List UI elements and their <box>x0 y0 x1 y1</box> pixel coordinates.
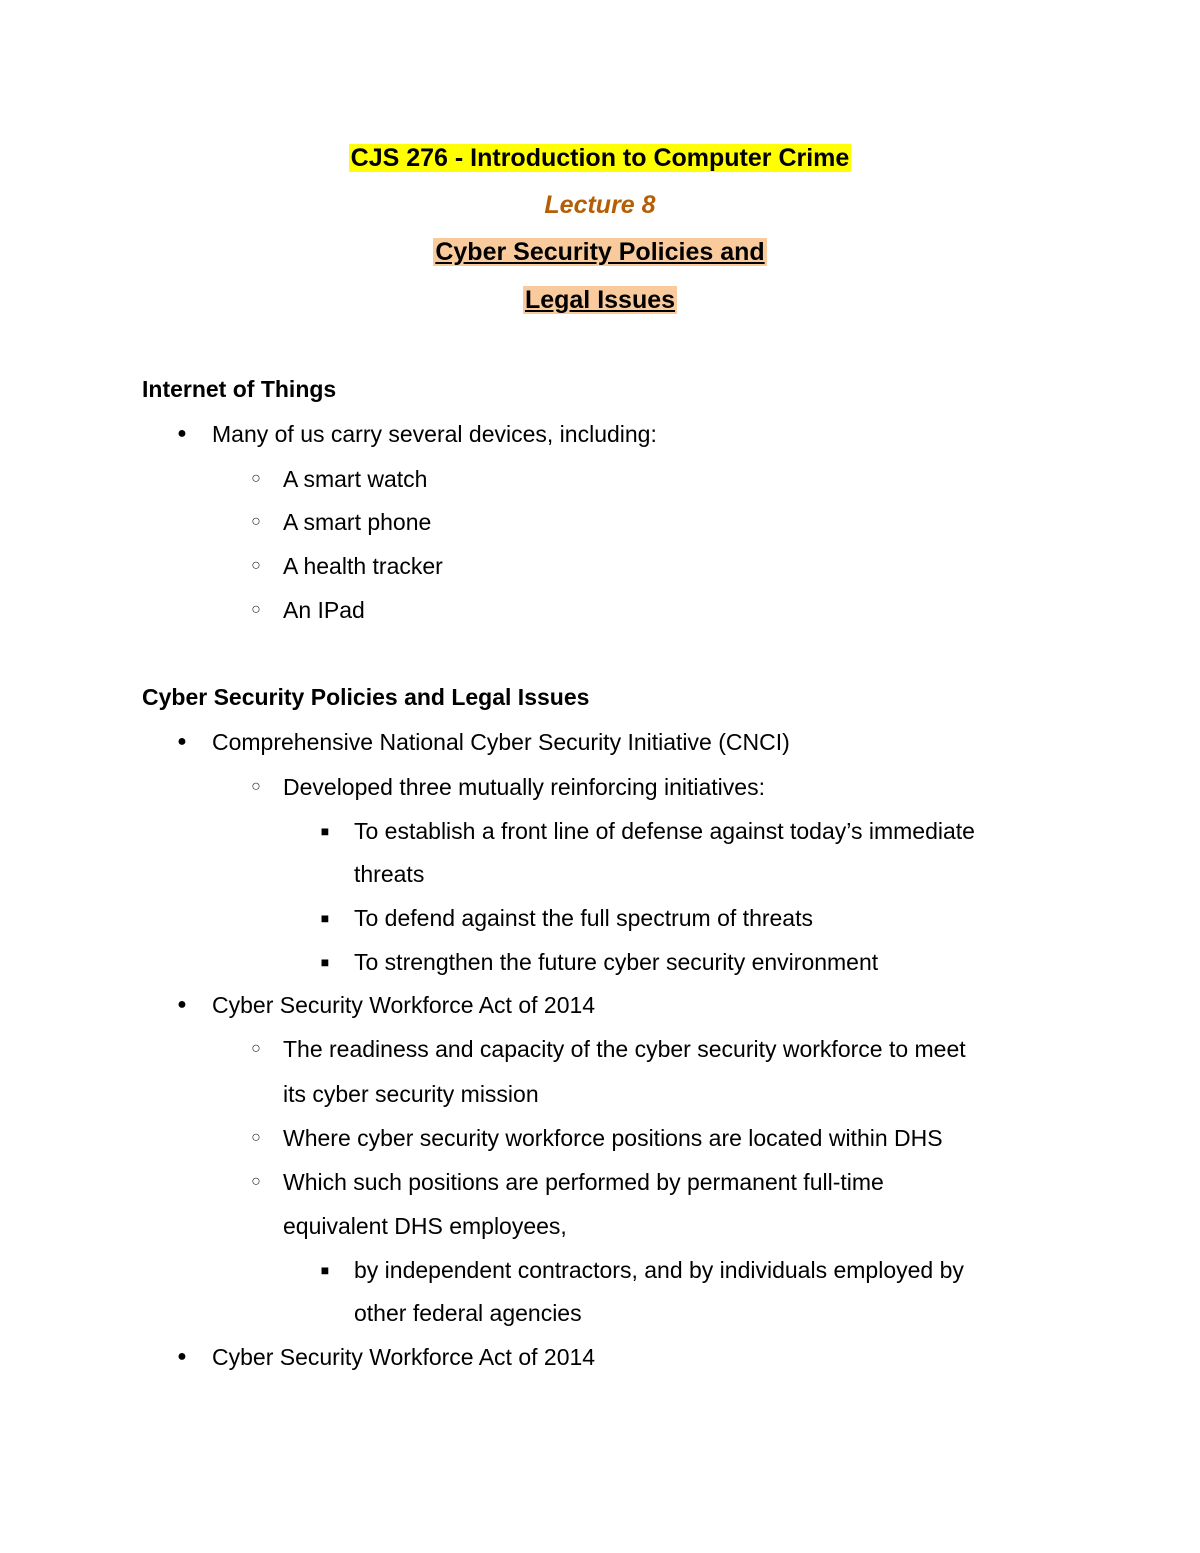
list-item: Cyber Security Workforce Act of 2014 <box>212 1344 596 1370</box>
bullet-circle-icon: ○ <box>251 557 261 574</box>
bullet-circle-icon: ○ <box>251 1129 261 1146</box>
list-item: To strengthen the future cyber security environment <box>354 949 879 975</box>
list-item: To establish a front line of defense against today’s immediate <box>354 818 975 844</box>
list-item: by independent contractors, and by individuals employed by <box>354 1257 964 1283</box>
lecture-number: Lecture 8 <box>544 191 656 219</box>
list-item: Many of us carry several devices, including: <box>212 421 657 447</box>
list-item: A smart watch <box>283 466 428 492</box>
list-item: Comprehensive National Cyber Security Initiative (CNCI) <box>212 729 790 755</box>
course-title: CJS 276 - Introduction to Computer Crime <box>350 144 850 172</box>
section-heading-iot: Internet of Things <box>142 376 337 402</box>
bullet-disc-icon: ● <box>177 425 187 442</box>
bullet-circle-icon: ○ <box>251 1173 261 1190</box>
list-item-continuation: threats <box>354 861 425 887</box>
list-item: Developed three mutually reinforcing initiatives: <box>283 774 765 800</box>
list-item: Where cyber security workforce positions are located within DHS <box>283 1125 943 1151</box>
bullet-disc-icon: ● <box>177 1348 187 1365</box>
bullet-circle-icon: ○ <box>251 778 261 795</box>
list-item-continuation: other federal agencies <box>354 1300 582 1326</box>
bullet-disc-icon: ● <box>177 996 187 1013</box>
list-item-continuation: its cyber security mission <box>283 1081 539 1107</box>
list-item: To defend against the full spectrum of threats <box>354 905 813 931</box>
bullet-circle-icon: ○ <box>251 1040 261 1057</box>
bullet-circle-icon: ○ <box>251 513 261 530</box>
bullet-disc-icon: ● <box>177 733 187 750</box>
bullet-square-icon: ■ <box>320 910 330 926</box>
section-heading-policies: Cyber Security Policies and Legal Issues <box>142 684 590 710</box>
bullet-square-icon: ■ <box>320 823 330 839</box>
list-item: An IPad <box>283 597 365 623</box>
topic-title-line-2: Legal Issues <box>524 286 676 314</box>
bullet-circle-icon: ○ <box>251 601 261 618</box>
list-item: A smart phone <box>283 509 432 535</box>
list-item: Which such positions are performed by permanent full-time <box>283 1169 884 1195</box>
topic-title-line-1: Cyber Security Policies and <box>435 238 765 266</box>
list-item: The readiness and capacity of the cyber security workforce to meet <box>283 1036 966 1062</box>
list-item-continuation: equivalent DHS employees, <box>283 1213 567 1239</box>
bullet-square-icon: ■ <box>320 1262 330 1278</box>
bullet-square-icon: ■ <box>320 954 330 970</box>
list-item: A health tracker <box>283 553 443 579</box>
bullet-circle-icon: ○ <box>251 470 261 487</box>
list-item: Cyber Security Workforce Act of 2014 <box>212 992 596 1018</box>
